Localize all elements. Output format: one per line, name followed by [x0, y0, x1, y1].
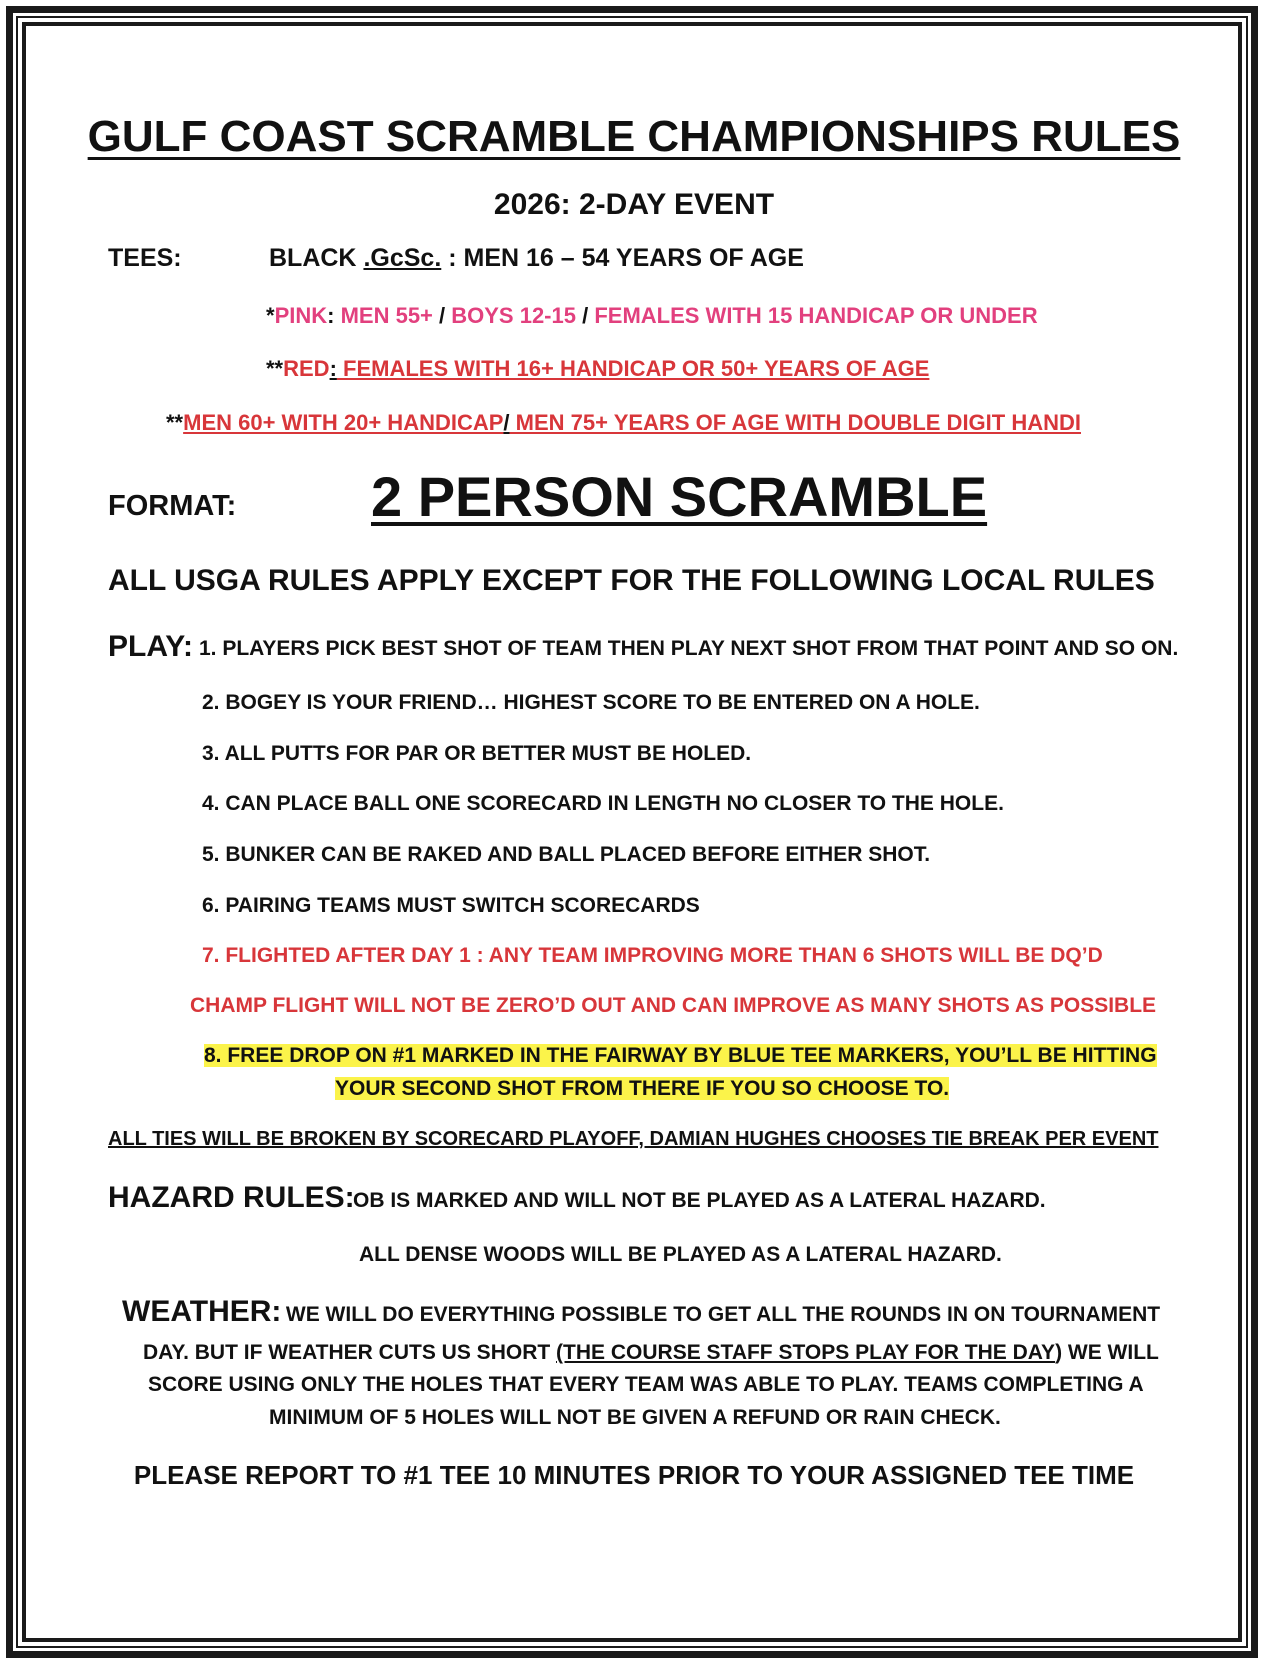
- weather-text-2-underlined: (THE COURSE STAFF STOPS PLAY FOR THE DAY: [556, 1341, 1056, 1364]
- hazard-rule-2: ALL DENSE WOODS WILL BE PLAYED AS A LATERAL HAZARD.: [359, 1243, 1002, 1266]
- play-label: PLAY:: [108, 630, 194, 663]
- event-subtitle: 2026: 2-DAY EVENT: [493, 188, 775, 221]
- weather-line-1: [122, 1295, 1160, 1329]
- usga-rules-line: ALL USGA RULES APPLY EXCEPT FOR THE FOLLOWING LOCAL RULES: [108, 564, 1155, 597]
- champ-flight-note: CHAMP FLIGHT WILL NOT BE ZERO’D OUT AND CAN IMPROVE AS MANY SHOTS AS POSSIBLE: [190, 994, 1157, 1017]
- tee-black-code: .GcSc.: [363, 244, 442, 272]
- weather-text-2b: ) WE WILL: [1055, 1341, 1159, 1364]
- tee-pink-men: MEN 55+: [340, 303, 433, 328]
- tee-black-prefix: BLACK: [269, 244, 357, 272]
- hazard-label: HAZARD RULES:: [108, 1181, 355, 1214]
- play-rule-4: 4. CAN PLACE BALL ONE SCORECARD IN LENGTH NO CLOSER TO THE HOLE.: [202, 792, 1004, 815]
- tee-pink-sep1: /: [432, 303, 452, 328]
- play-rule-3: 3. ALL PUTTS FOR PAR OR BETTER MUST BE HOLED.: [202, 742, 752, 765]
- tee-pink-line: [266, 303, 1038, 329]
- play-rule-8-line2: [335, 1077, 949, 1101]
- tie-break-rule: ALL TIES WILL BE BROKEN BY SCORECARD PLAYOFF, DAMIAN HUGHES CHOOSES TIE BREAK PER EVENT: [108, 1128, 1159, 1150]
- tee-pink-label: PINK: [274, 303, 328, 328]
- tees-label: TEES:: [108, 244, 182, 272]
- tee-pink-females: FEMALES WITH 15 HANDICAP OR UNDER: [594, 303, 1038, 328]
- report-instruction: PLEASE REPORT TO #1 TEE 10 MINUTES PRIOR TO YOUR ASSIGNED TEE TIME: [133, 1460, 1135, 1490]
- play-rule-6: 6. PAIRING TEAMS MUST SWITCH SCORECARDS: [202, 894, 700, 917]
- play-rule-8-line1: [204, 1044, 1157, 1068]
- weather-line-3: SCORE USING ONLY THE HOLES THAT EVERY TEAM WAS ABLE TO PLAY. TEAMS COMPLETING A: [148, 1373, 1144, 1396]
- tee-men-sep: /: [503, 410, 510, 435]
- tee-men-stars: **: [166, 410, 184, 435]
- tee-red-line: [266, 356, 929, 382]
- tee-pink-colon: :: [327, 303, 341, 328]
- play-rule-2: 2. BOGEY IS YOUR FRIEND… HIGHEST SCORE TO BE ENTERED ON A HOLE.: [202, 691, 980, 714]
- weather-text-1: WE WILL DO EVERYTHING POSSIBLE TO GET ALL THE ROUNDS IN ON TOURNAMENT: [285, 1303, 1161, 1326]
- tee-men-60: MEN 60+ WITH 20+ HANDICAP: [183, 410, 504, 435]
- tee-pink-boys: BOYS 12-15: [451, 303, 576, 328]
- tee-red-stars: **: [266, 356, 284, 381]
- play-rule-7: 7. FLIGHTED AFTER DAY 1 : ANY TEAM IMPROVING MORE THAN 6 SHOTS WILL BE DQ’D: [202, 944, 1103, 967]
- tee-red-text: FEMALES WITH 16+ HANDICAP OR 50+ YEARS OF AGE: [336, 356, 930, 381]
- weather-line-2: [143, 1341, 1159, 1365]
- play-rule-8-text1: 8. FREE DROP ON #1 MARKED IN THE FAIRWAY BY BLUE TEE MARKERS, YOU’LL BE HITTING: [204, 1044, 1157, 1067]
- hazard-rule-1: OB IS MARKED AND WILL NOT BE PLAYED AS A LATERAL HAZARD.: [353, 1189, 1046, 1212]
- tee-pink-stars: *: [266, 303, 275, 328]
- weather-label: WEATHER:: [122, 1295, 282, 1328]
- tee-red-colon: :: [329, 356, 337, 381]
- weather-text-2a: DAY. BUT IF WEATHER CUTS US SHORT: [143, 1341, 557, 1364]
- tee-pink-sep2: /: [575, 303, 595, 328]
- tee-black-colon: :: [441, 244, 464, 272]
- tee-black-line: [269, 244, 804, 273]
- format-value: 2 PERSON SCRAMBLE: [371, 465, 988, 528]
- format-label: FORMAT:: [108, 490, 237, 522]
- play-rule-8-text2: YOUR SECOND SHOT FROM THERE IF YOU SO CHOOSE TO.: [335, 1077, 950, 1100]
- tee-black-text: MEN 16 – 54 YEARS OF AGE: [463, 244, 804, 272]
- tee-red-label: RED: [283, 356, 330, 381]
- tee-men-75: MEN 75+ YEARS OF AGE WITH DOUBLE DIGIT HANDI: [509, 410, 1081, 435]
- page-title: GULF COAST SCRAMBLE CHAMPIONSHIPS RULES: [87, 112, 1181, 161]
- weather-line-4: MINIMUM OF 5 HOLES WILL NOT BE GIVEN A REFUND OR RAIN CHECK.: [269, 1406, 1001, 1429]
- tee-men-line: [166, 410, 1081, 436]
- play-rule-1: 1. PLAYERS PICK BEST SHOT OF TEAM THEN PLAY NEXT SHOT FROM THAT POINT AND SO ON.: [199, 637, 1179, 660]
- play-rule-5: 5. BUNKER CAN BE RAKED AND BALL PLACED BEFORE EITHER SHOT.: [202, 843, 931, 866]
